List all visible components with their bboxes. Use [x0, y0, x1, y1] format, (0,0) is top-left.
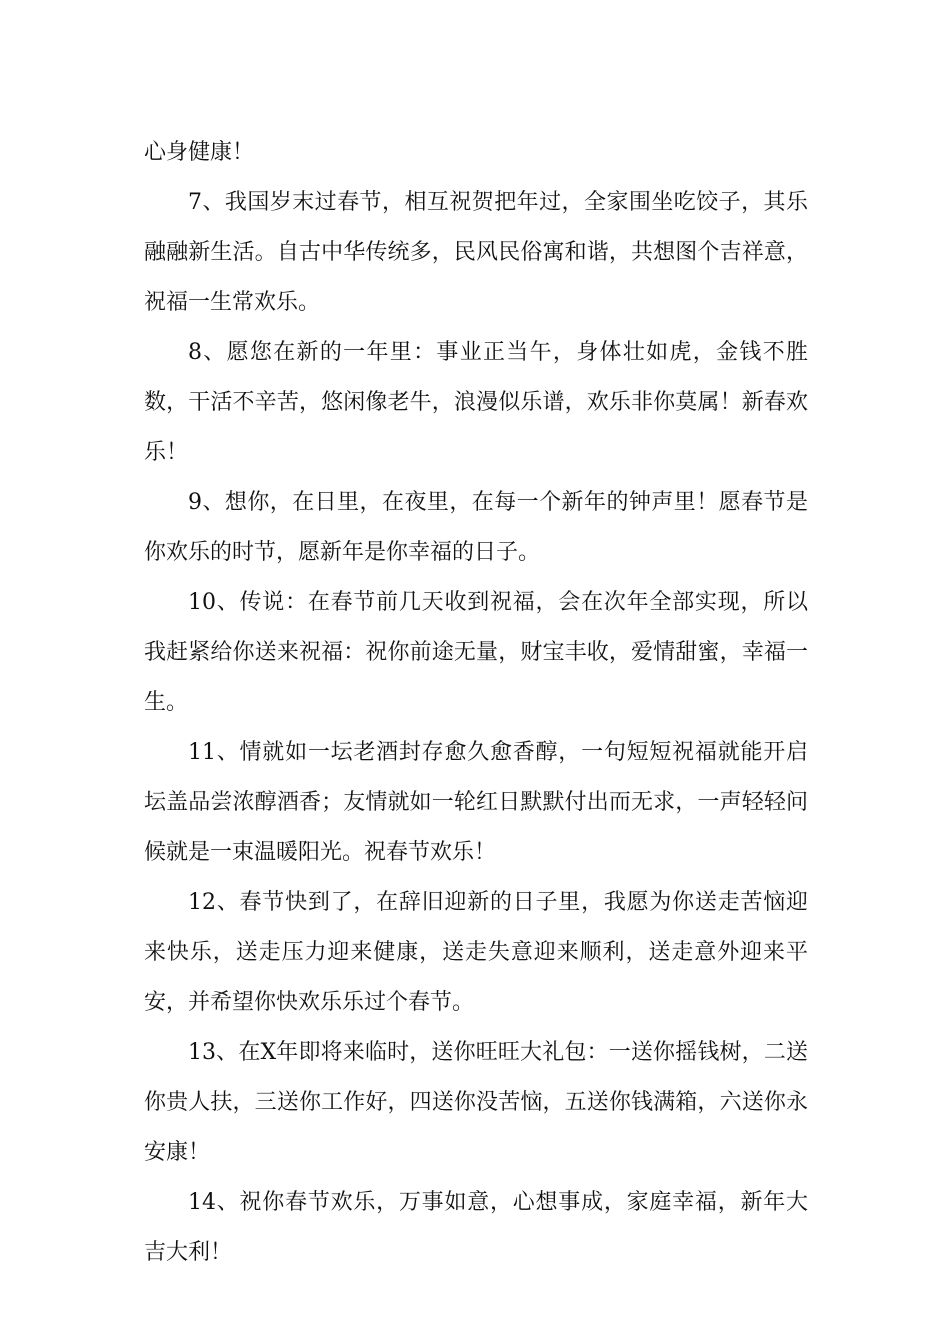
paragraph-7: 7、我国岁末过春节，相互祝贺把年过，全家围坐吃饺子，其乐融融新生活。自古中华传统多，民风民俗寓和谐，共想图个吉祥意，祝福一生常欢乐。	[144, 190, 808, 315]
paragraph-continuation: 心身健康！	[144, 140, 255, 165]
paragraph-13: 13、在X年即将来临时，送你旺旺大礼包：一送你摇钱树，二送你贵人扶，三送你工作好，四送你没苦恼，五送你钱满箱，六送你永安康！	[144, 1040, 808, 1165]
paragraph-9: 9、想你，在日里，在夜里，在每一个新年的钟声里！愿春节是你欢乐的时节，愿新年是你幸福的日子。	[144, 490, 808, 565]
paragraph-10: 10、传说：在春节前几天收到祝福，会在次年全部实现，所以我赶紧给你送来祝福：祝你前途无量，财宝丰收，爱情甜蜜，幸福一生。	[144, 590, 808, 715]
document-body	[144, 128, 808, 1278]
paragraph-12: 12、春节快到了，在辞旧迎新的日子里，我愿为你送走苦恼迎来快乐，送走压力迎来健康，送走失意迎来顺利，送走意外迎来平安，并希望你快欢乐乐过个春节。	[144, 890, 808, 1015]
paragraph-11: 11、情就如一坛老酒封存愈久愈香醇，一句短短祝福就能开启坛盖品尝浓醇酒香；友情就如一轮红日默默付出而无求，一声轻轻问候就是一束温暖阳光。祝春节欢乐！	[144, 740, 808, 865]
paragraph-8: 8、愿您在新的一年里：事业正当午，身体壮如虎，金钱不胜数，干活不辛苦，悠闲像老牛，浪漫似乐谱，欢乐非你莫属！新春欢乐！	[144, 340, 808, 465]
paragraph-14: 14、祝你春节欢乐，万事如意，心想事成，家庭幸福，新年大吉大利！	[144, 1190, 808, 1265]
